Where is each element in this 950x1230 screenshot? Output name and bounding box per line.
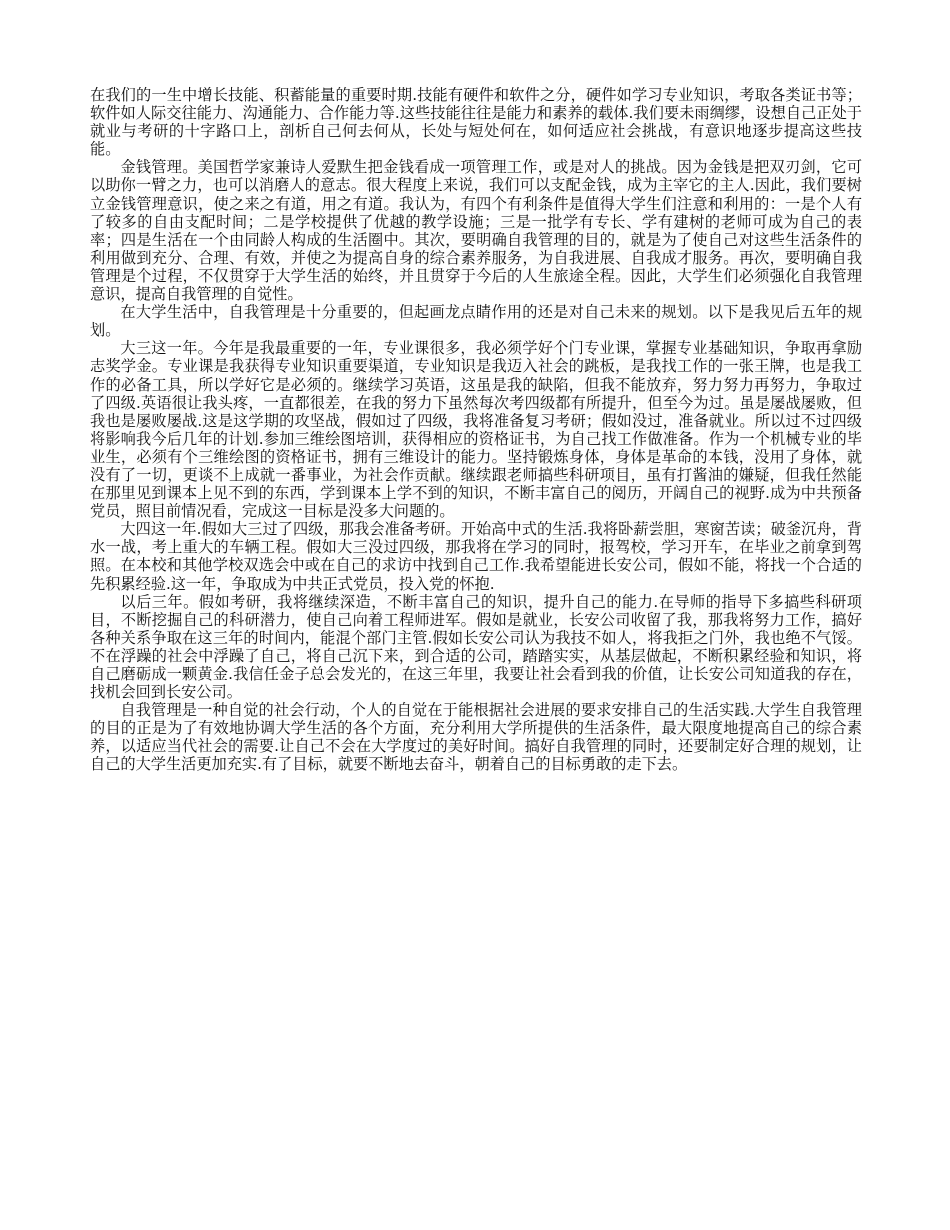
paragraph-money-management: 金钱管理。美国哲学家兼诗人爱默生把金钱看成一项管理工作，或是对人的挑战。因为金钱是把双刃剑，它可以助你一臂之力，也可以消磨人的意志。很大程度上来说，我们可以支配金钱，成为主宰它的主人.因此，我们要树立金钱管理意识，使之来之有道，用之有道。我认为，有四个有利条件是值得大学生们注意和利用的：一是个人有了较多的自由支配时间；二是学校提供了优越的教学设施；三是一批学有专长、学有建树的老师可成为自己的表率；四是生活在一个由同龄人构成的生活圈中。其次，要明确自我管理的目的，就是为了使自己对这些生活条件的利用做到充分、合理、有效，并使之为提高自身的综合素养服务，为自我进展、自我成才服务。再次，要明确自我管理是个过程，不仅贯穿于大学生活的始终，并且贯穿于今后的人生旅途全程。因此，大学生们必须强化自我管理意识，提高自我管理的自觉性。: [90, 158, 862, 304]
paragraph-skills: 在我们的一生中增长技能、积蓄能量的重要时期.技能有硬件和软件之分，硬件如学习专业知识，考取各类证书等；软件如人际交往能力、沟通能力、合作能力等.这些技能往往是能力和素养的载体.我们要未雨绸缪，设想自己正处于就业与考研的十字路口上，剖析自己何去何从，长处与短处何在，如何适应社会挑战，有意识地逐步提高这些技能。: [90, 86, 862, 159]
paragraph-planning-intro: 在大学生活中，自我管理是十分重要的，但起画龙点睛作用的还是对自己未来的规划。以下是我见后五年的规划。: [90, 303, 862, 340]
paragraph-following-three-years: 以后三年。假如考研，我将继续深造，不断丰富自己的知识，提升自己的能力.在导师的指导下多搞些科研项目，不断挖掘自己的科研潜力，使自己向着工程师进军。假如是就业，长安公司收留了我，那我将努力工作，搞好各种关系争取在这三年的时间内，能混个部门主管.假如长安公司认为我技不如人，将我拒之门外，我也绝不气馁。不在浮躁的社会中浮躁了自己，将自己沉下来，到合适的公司，踏踏实实，从基层做起，不断积累经验和知识，将自己磨砺成一颗黄金.我信任金子总会发光的，在这三年里，我要让社会看到我的价值，让长安公司知道我的存在，找机会回到长安公司。: [90, 592, 862, 702]
paragraph-senior-year: 大四这一年.假如大三过了四级，那我会准备考研。开始高中式的生活.我将卧薪尝胆，寒窗苦读；破釜沉舟，背水一战，考上重大的车辆工程。假如大三没过四级，那我将在学习的同时，报驾校，学习开车，在毕业之前拿到驾照。在本校和其他学校双选会中或在自己的求访中找到自己工作.我希望能进长安公司，假如不能，将找一个合适的先积累经验.这一年，争取成为中共正式党员，投入党的怀抱.: [90, 520, 862, 593]
document-body: [90, 86, 862, 774]
paragraph-conclusion: 自我管理是一种自觉的社会行动，个人的自觉在于能根据社会进展的要求安排自己的生活实践.大学生自我管理的目的正是为了有效地协调大学生活的各个方面，充分利用大学所提供的生活条件，最大限度地提高自己的综合素养，以适应当代社会的需要.让自己不会在大学度过的美好时间。搞好自我管理的同时，还要制定好合理的规划，让自己的大学生活更加充实.有了目标，就要不断地去奋斗，朝着自己的目标勇敢的走下去。: [90, 701, 862, 774]
paragraph-junior-year: 大三这一年。今年是我最重要的一年，专业课很多，我必须学好个门专业课，掌握专业基础知识，争取再拿励志奖学金。专业课是我获得专业知识重要渠道，专业知识是我迈入社会的跳板，是我找工作的一张王牌，也是我工作的必备工具，所以学好它是必须的。继续学习英语，这虽是我的缺陷，但我不能放弃，努力努力再努力，争取过了四级.英语很让我头疼，一直都很差，在我的努力下虽然每次考四级都有所提升，但至今为过。虽是屡战屡败，但我也是屡败屡战.这是这学期的攻坚战，假如过了四级，我将准备复习考研；假如没过，准备就业。所以过不过四级将影响我今后几年的计划.参加三维绘图培训，获得相应的资格证书，为自己找工作做准备。作为一个机械专业的毕业生，必须有个三维绘图的资格证书，拥有三维设计的能力。坚持锻炼身体，身体是革命的本钱，没用了身体，就没有了一切，更谈不上成就一番事业，为社会作贡献。继续跟老师搞些科研项目，虽有打酱油的嫌疑，但我任然能在那里见到课本上见不到的东西，学到课本上学不到的知识，不断丰富自己的阅历，开阔自己的视野.成为中共预备党员，照目前情况看，完成这一目标是没多大问题的。: [90, 339, 862, 521]
